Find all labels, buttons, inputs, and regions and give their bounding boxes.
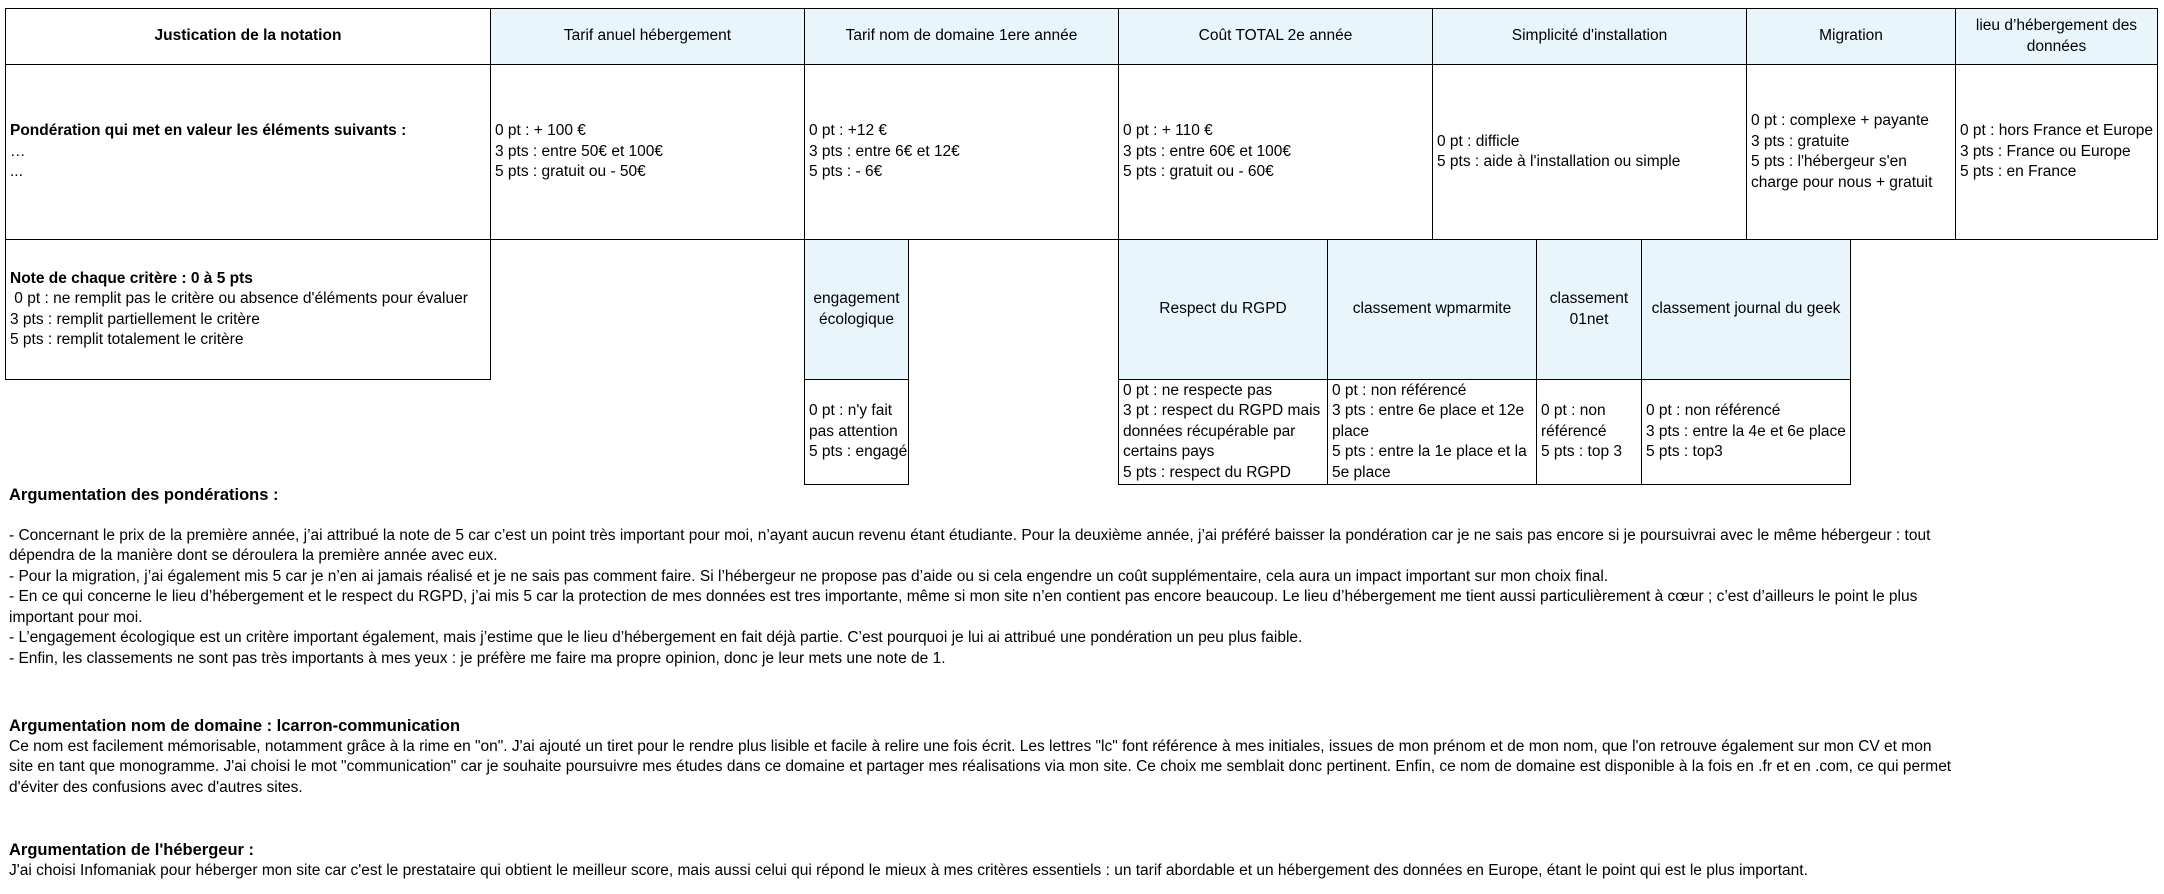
cell-nom-domaine <box>804 64 1119 240</box>
score-line: 0 pt : non <box>1541 402 1606 420</box>
section-title: Argumentation des pondérations : <box>9 486 279 504</box>
paragraph-line: d'éviter des confusions avec d'autres sites. <box>9 778 303 796</box>
score-line: 3 pts : entre 60€ et 100€ <box>1123 142 1292 160</box>
score-line: place <box>1332 422 1370 440</box>
cell-engagement-ecologique <box>804 379 909 485</box>
score-line: 5 pts : entre la 1e place et la <box>1332 443 1527 461</box>
cell-01net <box>1536 379 1642 485</box>
cell-migration <box>1746 64 1956 240</box>
header-migration <box>1746 8 1956 65</box>
ponderation-title: Pondération qui met en valeur les éléments suivants : <box>10 122 407 140</box>
score-line: 0 pt : difficle <box>1437 132 1520 150</box>
header-journal-geek <box>1641 239 1851 380</box>
score-line: 3 pts : gratuite <box>1751 132 1850 150</box>
cell-rgpd <box>1118 379 1328 485</box>
score-line: 5 pts : engagé <box>809 443 908 461</box>
header-simplicite-label: Simplicité d'installation <box>1511 27 1668 45</box>
header-journal-geek-label: classement journal du geek <box>1651 300 1841 318</box>
section-title: Argumentation de l'hébergeur : <box>9 841 255 859</box>
header-01net <box>1536 239 1642 380</box>
note-line: 3 pts : remplit partiellement le critère <box>10 310 260 328</box>
header-cout-total-label: Coût TOTAL 2e année <box>1198 27 1353 45</box>
header-wpmarmite-label: classement wpmarmite <box>1352 300 1512 318</box>
ponderation-line: … <box>10 142 26 160</box>
header-justification <box>5 8 491 65</box>
score-line: 5 pts : aide à l'installation ou simple <box>1437 153 1681 170</box>
score-line: 3 pts : entre 50€ et 100€ <box>495 142 664 160</box>
note-line: 5 pts : remplit totalement le critère <box>10 331 244 348</box>
section-title: Argumentation nom de domaine : lcarron-communication <box>9 717 461 735</box>
score-line: 0 pt : ne respecte pas <box>1123 381 1273 399</box>
paragraph-line: - L’engagement écologique est un critère important également, mais j’estime que le lieu d’hébergement en fait déjà partie. C’est pourquoi je lui ai attribué une pondération un peu plus faible. <box>9 629 1303 646</box>
score-line: 3 pts : entre 6€ et 12€ <box>809 142 960 160</box>
score-line: pas attention <box>809 422 898 440</box>
paragraph-line: - Concernant le prix de la première année, j’ai attribué la note de 5 car c’est un point très important pour moi, n’ayant aucun revenu étant étudiante. Pour la deuxième année, j’ai préféré baisser la pondération car je ne sais pas encore si je poursuivrai avec le même hébergeur : tout <box>9 526 1931 544</box>
engagement-header-line: écologique <box>819 310 894 328</box>
paragraph-line: - Pour la migration, j’ai également mis 5 car je n’en ai jamais réalisé et je ne sais pas comment faire. Si l’hébergeur ne propose pas d’aide ou si cela engendre un coût supplémentaire, cela aura un impact important sur mon choix final. <box>9 567 1609 585</box>
header-tarif-annuel-label: Tarif anuel hébergement <box>563 27 732 45</box>
cell-journal-geek <box>1641 379 1851 485</box>
score-line: 3 pts : entre 6e place et 12e <box>1332 402 1525 420</box>
paragraph-line: Ce nom est facilement mémorisable, notamment grâce à la rime en "on". J'ai ajouté un tiret pour le rendre plus lisible et facile à relire une fois écrit. Les lettres "lc" font référence à mes initiales, issues de mon prénom et de mon nom, que l'on retrouve également sur mon CV et mon <box>9 737 1932 755</box>
header-wpmarmite <box>1327 239 1537 380</box>
score-line: référencé <box>1541 422 1607 440</box>
score-line: 0 pt : complexe + payante <box>1751 112 1929 129</box>
cell-wpmarmite <box>1327 379 1537 485</box>
score-line: 5 pts : top3 <box>1646 443 1723 461</box>
header-justification-label: Justication de la notation <box>154 27 342 45</box>
score-line: 5 pts : en France <box>1960 163 2077 181</box>
header-rgpd-label: Respect du RGPD <box>1159 300 1287 318</box>
cell-cout-total <box>1118 64 1433 240</box>
score-line: 5 pts : top 3 <box>1541 443 1622 461</box>
paragraph-line: - Enfin, les classements ne sont pas très importants à mes yeux : je préfère me faire ma propre opinion, donc je leur mets une note de 1. <box>9 649 946 667</box>
note-box-title: Note de chaque critère : 0 à 5 pts <box>10 269 253 287</box>
header-tarif-annuel <box>490 8 805 65</box>
paragraph-line: - En ce qui concerne le lieu d’hébergement et le respect du RGPD, j’ai mis 5 car la protection de mes données est tres importante, même si mon site n’en contient pas encore beaucoup. Le lieu d’hébergement me tient aussi particulièrement à cœur ; c’est d’ailleurs le point le plus <box>9 588 1918 605</box>
section-nom-domaine <box>9 716 1951 798</box>
paragraph-line: dépendra de la manière dont se déroulera la première année avec eux. <box>9 547 498 564</box>
score-line: 5 pts : gratuit ou - 60€ <box>1123 163 1274 181</box>
note-box <box>5 239 491 380</box>
header-nom-domaine <box>804 8 1119 65</box>
ponderation-line: ... <box>10 163 23 181</box>
header-migration-label: Migration <box>1819 27 1883 45</box>
score-line: 5 pts : l'hébergeur s'en <box>1751 153 1907 170</box>
header-lieu-hebergement <box>1955 8 2158 65</box>
engagement-header-line: engagement <box>813 290 900 307</box>
score-line: 3 pt : respect du RGPD mais <box>1123 402 1321 420</box>
header-01net-label: classement 01net <box>1549 290 1629 328</box>
score-line: 0 pt : hors France et Europe <box>1960 122 2153 140</box>
header-cout-total <box>1118 8 1433 65</box>
score-line: données récupérable par <box>1123 422 1296 440</box>
header-lieu-hebergement-label: lieu d’hébergement des données <box>1975 17 2138 55</box>
note-line: 0 pt : ne remplit pas le critère ou absence d'éléments pour évaluer <box>10 290 468 307</box>
section-hebergeur <box>9 840 1808 881</box>
score-line: 5e place <box>1332 463 1391 481</box>
cell-lieu-hebergement <box>1955 64 2158 240</box>
paragraph-line: important pour moi. <box>9 608 143 626</box>
cell-simplicite <box>1432 64 1747 240</box>
score-line: 3 pts : France ou Europe <box>1960 142 2131 160</box>
cell-tarif-annuel <box>490 64 805 240</box>
score-line: 0 pt : + 110 € <box>1123 122 1213 140</box>
score-line: 0 pt : non référencé <box>1332 381 1467 399</box>
score-line: 0 pt : + 100 € <box>495 122 586 140</box>
score-line: 0 pt : +12 € <box>809 122 887 140</box>
score-line: 0 pt : n'y fait <box>809 402 893 420</box>
header-nom-domaine-label: Tarif nom de domaine 1ere année <box>845 27 1078 45</box>
score-line: 5 pts : gratuit ou - 50€ <box>495 163 646 181</box>
paragraph-line: site en tant que monogramme. J'ai choisi le mot "communication" car je souhaite poursuivre mes études dans ce domaine et partager mes réalisations via mon site. Ce choix me semblait donc pertinent. Enfin, ce nom de domaine est disponible à la fois en .fr et en .com, ce qui permet <box>9 758 1952 775</box>
paragraph-line: J'ai choisi Infomaniak pour héberger mon site car c'est le prestataire qui obtient le meilleur score, mais aussi celui qui répond le mieux à mes critères essentiels : un tarif abordable et un hébergement des données en Europe, étant le point qui est le plus important. <box>9 861 1808 879</box>
score-line: 0 pt : non référencé <box>1646 402 1781 420</box>
row-ponderation-label <box>5 64 491 240</box>
header-engagement-ecologique <box>804 239 909 380</box>
header-simplicite <box>1432 8 1747 65</box>
score-line: charge pour nous + gratuit <box>1751 173 1933 191</box>
score-line: certains pays <box>1123 443 1215 461</box>
score-line: 5 pts : - 6€ <box>809 163 883 181</box>
score-line: 3 pts : entre la 4e et 6e place <box>1646 422 1846 440</box>
header-rgpd <box>1118 239 1328 380</box>
score-line: 5 pts : respect du RGPD <box>1123 463 1291 481</box>
section-ponderations <box>9 485 1930 669</box>
